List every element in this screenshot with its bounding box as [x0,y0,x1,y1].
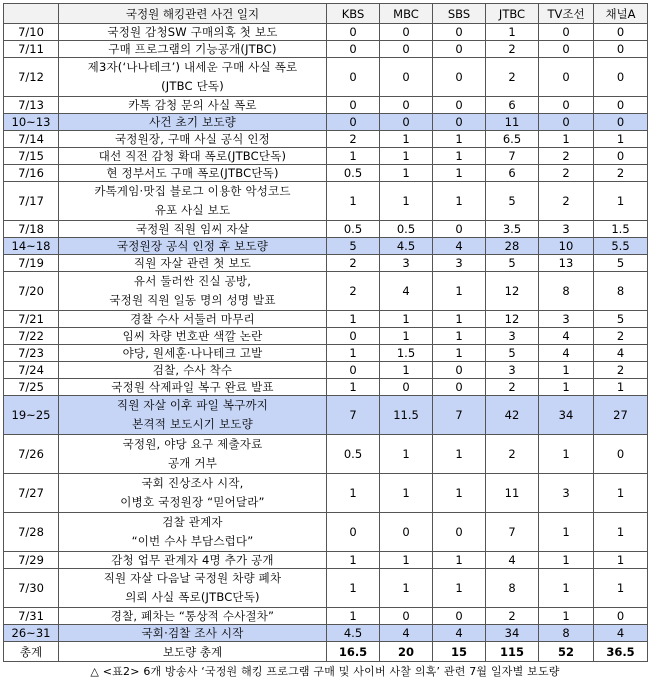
value-cell: 0 [433,41,486,58]
value-cell: 1 [594,474,648,513]
value-cell: 0.5 [327,221,380,238]
value-cell: 1 [433,165,486,182]
value-cell: 1 [327,552,380,569]
event-line: 직원 자살 관련 첫 보도 [133,256,252,270]
value-cell: 0 [380,41,433,58]
value-cell: 0 [327,58,380,97]
value-cell: 0 [433,97,486,114]
value-cell: 1 [380,165,433,182]
header-cell: 채널A [594,4,648,24]
value-cell: 1 [539,131,594,148]
table-row [4,435,648,474]
value-cell: 0 [539,97,594,114]
value-cell: 4 [433,625,486,642]
value-cell: 7 [433,396,486,435]
value-cell: 3 [539,474,594,513]
value-cell: 28 [486,238,539,255]
value-cell: 5 [486,345,539,362]
value-cell: 5 [594,311,648,328]
table-caption: △ <표2> 6개 방송사 ‘국정원 해킹 프로그램 구매 및 사이버 사찰 의혹’ 관련 7월 일자별 보도량 [90,665,560,678]
event-line: 국정원, 야당 요구 제출자료 [122,437,263,451]
event-cell [59,58,327,97]
value-cell: 0 [327,24,380,41]
table-row [4,41,648,58]
value-cell: 0 [594,148,648,165]
value-cell: 2 [327,131,380,148]
total-cell: 115 [486,642,539,662]
value-cell: 0 [327,328,380,345]
value-cell: 1 [433,569,486,608]
value-cell: 0 [594,97,648,114]
value-cell: 1 [433,474,486,513]
value-cell: 3.5 [486,221,539,238]
value-cell: 0 [327,114,380,131]
value-cell: 4 [594,625,648,642]
header-cell: JTBC [486,4,539,24]
table-row [4,362,648,379]
value-cell: 1 [327,311,380,328]
event-line: 국정원장, 구매 사실 공식 인정 [115,132,270,146]
event-line: 대선 직전 감청 확대 폭로(JTBC단독) [98,149,287,163]
value-cell: 2 [486,41,539,58]
event-cell [59,328,327,345]
total-cell: 16.5 [327,642,380,662]
value-cell: 1 [380,148,433,165]
header-cell: KBS [327,4,380,24]
value-cell: 1 [380,311,433,328]
value-cell: 0 [380,379,433,396]
value-cell: 2 [486,608,539,625]
value-cell: 2 [486,379,539,396]
date-cell: 7/26 [4,435,59,474]
table-row [4,608,648,625]
event-line: 카톡게임·맛집 블로그 이용한 악성코드 [94,184,291,198]
summary-row [4,625,648,642]
value-cell: 4 [380,272,433,311]
value-cell: 8 [594,272,648,311]
value-cell: 2 [539,148,594,165]
value-cell: 0 [433,58,486,97]
value-cell: 27 [594,396,648,435]
value-cell: 0 [594,24,648,41]
value-cell: 1 [433,272,486,311]
value-cell: 3 [486,362,539,379]
event-line: 본격적 보도시기 보도량 [132,417,253,431]
value-cell: 1 [380,328,433,345]
event-cell [59,552,327,569]
table-row [4,221,648,238]
date-cell: 7/19 [4,255,59,272]
event-cell [59,165,327,182]
value-cell: 5 [594,255,648,272]
value-cell: 1 [594,379,648,396]
value-cell: 4 [539,328,594,345]
event-cell [59,114,327,131]
header-cell [4,4,59,24]
event-line: 국정원장 공식 인정 후 보도량 [116,239,269,253]
summary-row [4,114,648,131]
table-row [4,148,648,165]
date-cell: 7/11 [4,41,59,58]
value-cell: 34 [539,396,594,435]
event-line: 국회 진상조사 시작, [141,476,244,490]
table-row [4,569,648,608]
header-cell: SBS [433,4,486,24]
value-cell: 1 [594,513,648,552]
date-cell: 7/30 [4,569,59,608]
value-cell: 0 [594,58,648,97]
event-line: 구매 프로그램의 기능공개(JTBC) [108,42,277,56]
event-line: 검찰 관계자 [162,515,223,529]
date-cell: 26~31 [4,625,59,642]
summary-row [4,238,648,255]
event-cell [59,608,327,625]
value-cell: 1 [327,569,380,608]
event-cell [59,569,327,608]
value-cell: 12 [486,272,539,311]
event-cell [59,625,327,642]
event-line: 의뢰 사실 폭로(JTBC단독) [125,590,260,604]
date-cell: 7/25 [4,379,59,396]
date-cell: 7/12 [4,58,59,97]
value-cell: 4 [594,345,648,362]
value-cell: 1 [486,24,539,41]
value-cell: 0.5 [380,221,433,238]
report-volume-table [3,3,648,662]
value-cell: 0 [594,435,648,474]
value-cell: 3 [380,255,433,272]
event-line: 국회·검찰 조사 시작 [141,626,244,640]
table-row [4,513,648,552]
date-cell: 7/23 [4,345,59,362]
value-cell: 0 [380,513,433,552]
date-cell: 7/27 [4,474,59,513]
value-cell: 11.5 [380,396,433,435]
value-cell: 1 [327,474,380,513]
value-cell: 0 [433,513,486,552]
value-cell: 1 [380,552,433,569]
value-cell: 4.5 [380,238,433,255]
event-cell [59,474,327,513]
value-cell: 42 [486,396,539,435]
value-cell: 5 [486,255,539,272]
value-cell: 2 [594,165,648,182]
value-cell: 0 [327,362,380,379]
value-cell: 4 [486,552,539,569]
value-cell: 0 [594,41,648,58]
value-cell: 5 [486,182,539,221]
date-cell: 14~18 [4,238,59,255]
value-cell: 3 [433,255,486,272]
value-cell: 1 [433,345,486,362]
value-cell: 12 [486,311,539,328]
value-cell: 34 [486,625,539,642]
event-cell [59,272,327,311]
date-cell: 7/28 [4,513,59,552]
value-cell: 0 [380,58,433,97]
table-row [4,345,648,362]
event-cell [59,148,327,165]
value-cell: 1 [539,569,594,608]
date-cell: 10~13 [4,114,59,131]
value-cell: 7 [327,396,380,435]
value-cell: 8 [486,569,539,608]
value-cell: 11 [486,474,539,513]
value-cell: 1 [433,435,486,474]
event-line: 유포 사실 보도 [154,203,231,217]
value-cell: 0 [433,24,486,41]
table-row [4,24,648,41]
value-cell: 7 [486,148,539,165]
value-cell: 0 [433,221,486,238]
event-line: 국정원 감청SW 구매의혹 첫 보도 [107,25,278,39]
event-line: 검찰, 수사 착수 [152,363,233,377]
value-cell: 0 [327,97,380,114]
value-cell: 1 [327,148,380,165]
value-cell: 2 [486,435,539,474]
table-row [4,328,648,345]
header-cell: 국정원 해킹관련 사건 일지 [59,4,327,24]
event-cell [59,379,327,396]
value-cell: 0 [380,24,433,41]
value-cell: 1 [433,328,486,345]
value-cell: 1 [433,311,486,328]
value-cell: 10 [539,238,594,255]
table-row [4,97,648,114]
value-cell: 1 [380,182,433,221]
value-cell: 4 [539,345,594,362]
event-line: 경찰 수사 서둘러 마무리 [130,312,255,326]
value-cell: 1 [380,435,433,474]
value-cell: 0 [539,114,594,131]
value-cell: 0.5 [327,435,380,474]
total-cell: 20 [380,642,433,662]
event-line: “이번 수사 부담스럽다” [131,534,254,548]
table-row [4,272,648,311]
value-cell: 1 [327,345,380,362]
table-row [4,552,648,569]
date-cell: 19~25 [4,396,59,435]
value-cell: 2 [539,182,594,221]
value-cell: 0 [539,41,594,58]
date-cell: 7/21 [4,311,59,328]
value-cell: 1 [594,131,648,148]
value-cell: 0 [433,608,486,625]
value-cell: 1 [594,182,648,221]
table-row [4,311,648,328]
value-cell: 1 [539,362,594,379]
value-cell: 11 [486,114,539,131]
table-row [4,255,648,272]
value-cell: 1 [433,552,486,569]
total-event: 보도량 총계 [59,642,327,662]
value-cell: 0 [327,41,380,58]
event-cell [59,345,327,362]
value-cell: 0.5 [327,165,380,182]
value-cell: 1.5 [380,345,433,362]
event-cell [59,255,327,272]
date-cell: 7/16 [4,165,59,182]
value-cell: 1 [433,148,486,165]
date-cell: 7/29 [4,552,59,569]
value-cell: 1 [380,474,433,513]
value-cell: 0 [594,608,648,625]
value-cell: 2 [327,255,380,272]
value-cell: 1 [539,608,594,625]
event-line: 공개 거부 [167,456,218,470]
header-cell: TV조선 [539,4,594,24]
event-line: 국정원 직원 일동 명의 성명 발표 [109,293,276,307]
date-cell: 7/13 [4,97,59,114]
event-cell [59,131,327,148]
value-cell: 1 [327,379,380,396]
event-line: 직원 자살 이후 파일 복구까지 [116,398,269,412]
header-cell: MBC [380,4,433,24]
value-cell: 4 [433,238,486,255]
value-cell: 6 [486,97,539,114]
value-cell: 7 [486,513,539,552]
value-cell: 0 [380,608,433,625]
summary-row [4,396,648,435]
value-cell: 1 [539,552,594,569]
event-line: 사건 초기 보도량 [149,115,236,129]
table-row [4,58,648,97]
table-row [4,379,648,396]
value-cell: 1.5 [594,221,648,238]
total-row [4,642,648,662]
value-cell: 2 [594,362,648,379]
value-cell: 1 [380,569,433,608]
value-cell: 0 [539,24,594,41]
date-cell: 7/20 [4,272,59,311]
value-cell: 0 [327,513,380,552]
value-cell: 0 [594,114,648,131]
value-cell: 3 [486,328,539,345]
date-cell: 7/18 [4,221,59,238]
event-cell [59,396,327,435]
value-cell: 3 [539,221,594,238]
event-line: 제3자(‘나나테크’) 내세운 구매 사실 폭로 [87,60,298,74]
event-cell [59,435,327,474]
value-cell: 3 [539,311,594,328]
total-cell: 15 [433,642,486,662]
event-cell [59,513,327,552]
event-line: 국정원 삭제파일 복구 완료 발표 [111,380,274,394]
value-cell: 1 [539,435,594,474]
event-cell [59,41,327,58]
value-cell: 5 [327,238,380,255]
date-cell: 7/15 [4,148,59,165]
event-line: 경찰, 폐차는 “통상적 수사절차” [110,609,275,623]
table-body [4,24,648,642]
value-cell: 0 [433,362,486,379]
value-cell: 1 [594,552,648,569]
value-cell: 0 [433,114,486,131]
value-cell: 1 [433,131,486,148]
event-cell [59,182,327,221]
event-line: 감청 업무 관계자 4명 추가 공개 [111,553,274,567]
event-line: 유서 둘러싼 진실 공방, [133,274,252,288]
date-cell: 7/10 [4,24,59,41]
value-cell: 13 [539,255,594,272]
value-cell: 4 [380,625,433,642]
value-cell: 1 [433,182,486,221]
event-line: 임씨 차량 번호판 색깔 논란 [122,329,263,343]
event-line: (JTBC 단독) [161,79,224,93]
event-cell [59,311,327,328]
total-cell: 36.5 [594,642,648,662]
table-header-row [4,4,648,24]
total-cell: 52 [539,642,594,662]
event-line: 야당, 원세훈·나나테크 고발 [122,346,263,360]
value-cell: 1 [380,362,433,379]
value-cell: 2 [539,165,594,182]
date-cell: 7/24 [4,362,59,379]
value-cell: 6.5 [486,131,539,148]
value-cell: 2 [594,328,648,345]
value-cell: 0 [539,58,594,97]
value-cell: 8 [539,625,594,642]
table-row [4,131,648,148]
value-cell: 0 [433,379,486,396]
event-line: 직원 자살 다음날 국정원 차량 폐차 [103,571,282,585]
table-row [4,182,648,221]
event-cell [59,97,327,114]
date-cell: 7/31 [4,608,59,625]
event-line: 카톡 감청 문의 사실 폭로 [128,98,257,112]
value-cell: 8 [539,272,594,311]
event-cell [59,221,327,238]
value-cell: 2 [327,272,380,311]
date-cell: 7/14 [4,131,59,148]
value-cell: 5.5 [594,238,648,255]
date-cell: 7/22 [4,328,59,345]
value-cell: 1 [380,131,433,148]
date-cell: 7/17 [4,182,59,221]
value-cell: 1 [327,182,380,221]
value-cell: 1 [539,379,594,396]
value-cell: 1 [594,569,648,608]
event-cell [59,362,327,379]
event-line: 국정원 직원 임씨 자살 [135,222,250,236]
total-label: 총계 [4,642,59,662]
event-line: 이병호 국정원장 “믿어달라” [120,495,265,509]
event-cell [59,238,327,255]
value-cell: 4.5 [327,625,380,642]
table-row [4,474,648,513]
value-cell: 1 [327,608,380,625]
value-cell: 0 [380,114,433,131]
event-cell [59,24,327,41]
value-cell: 2 [486,58,539,97]
value-cell: 0 [380,97,433,114]
value-cell: 1 [539,513,594,552]
value-cell: 6 [486,165,539,182]
event-line: 현 정부서도 구매 폭로(JTBC단독) [106,166,279,180]
table-row [4,165,648,182]
